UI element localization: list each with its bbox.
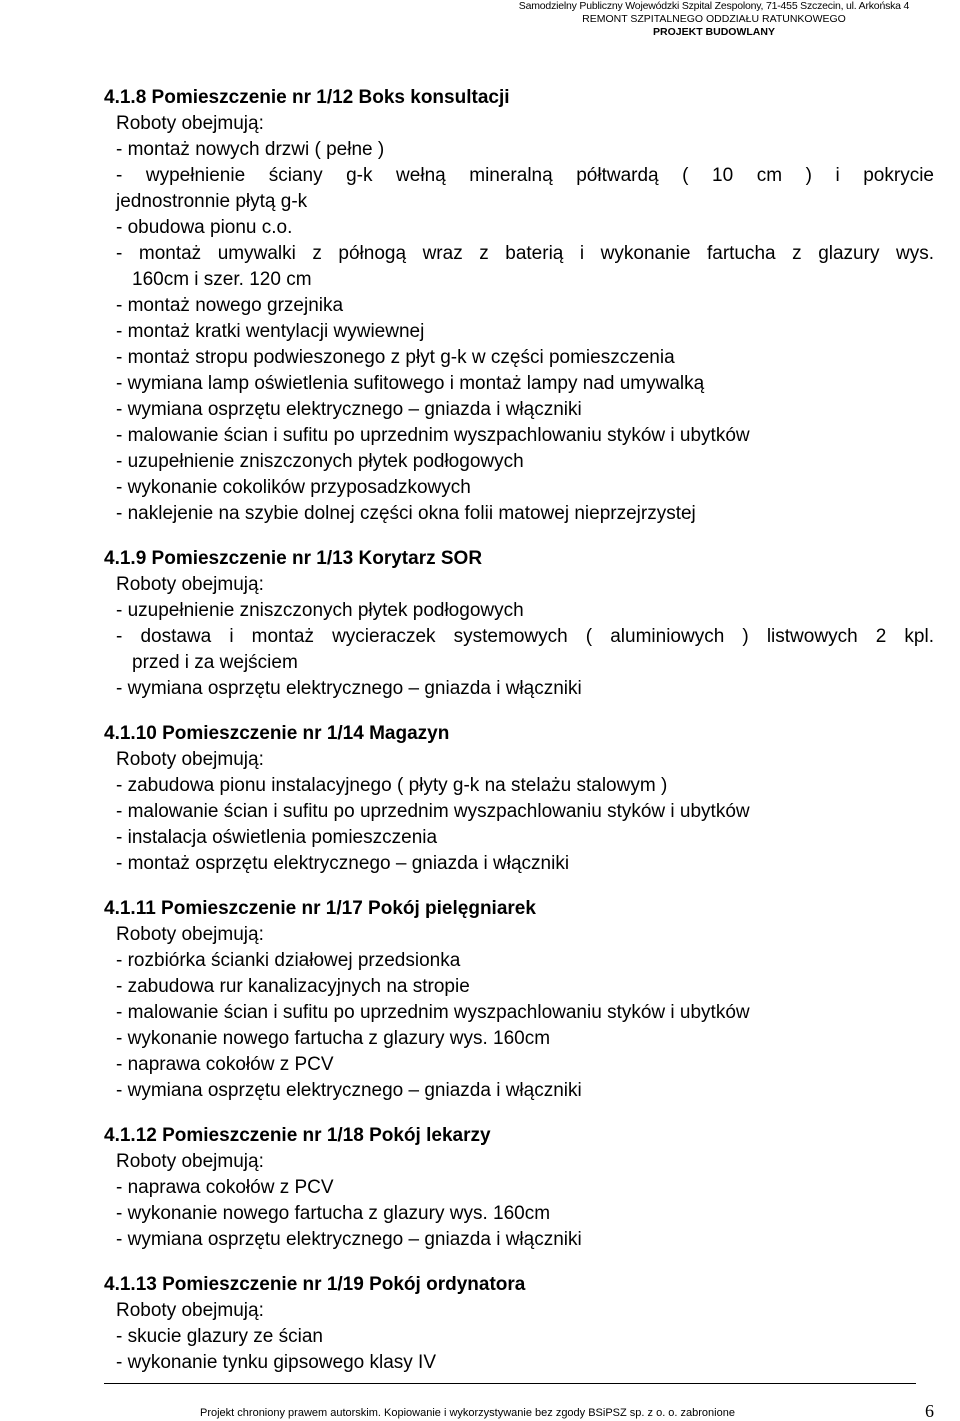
section-intro: Roboty obejmują: [116, 749, 264, 770]
list-item: - dostawa i montaż wycieraczek systemowych ( aluminiowych ) listwowych 2 kpl. [116, 626, 934, 647]
document-body [104, 85, 934, 1395]
page-header [484, 0, 944, 39]
section-intro: Roboty obejmują: [116, 924, 264, 945]
list-item-continuation: jednostronnie płytą g-k [116, 191, 308, 212]
list-item: - montaż stropu podwieszonego z płyt g-k w części pomieszczenia [116, 347, 675, 368]
list-item: - wypełnienie ściany g-k wełną mineralną półtwardą ( 10 cm ) i pokrycie [116, 165, 934, 186]
header-project-type: PROJEKT BUDOWLANY [653, 26, 775, 38]
list-item: - montaż osprzętu elektrycznego – gniazda i włączniki [116, 853, 570, 874]
list-item: - wykonanie nowego fartucha z glazury wys. 160cm [116, 1203, 551, 1224]
section-4-1-11 [104, 896, 934, 1104]
list-item: - malowanie ścian i sufitu po uprzednim wyszpachlowaniu styków i ubytków [116, 425, 750, 446]
section-title: 4.1.11 Pomieszczenie nr 1/17 Pokój pielęgniarek [104, 898, 536, 919]
list-item: - malowanie ścian i sufitu po uprzednim wyszpachlowaniu styków i ubytków [116, 1002, 750, 1023]
list-item: - wymiana osprzętu elektrycznego – gniazda i włączniki [116, 399, 582, 420]
section-title: 4.1.13 Pomieszczenie nr 1/19 Pokój ordynatora [104, 1274, 526, 1295]
list-item: - uzupełnienie zniszczonych płytek podłogowych [116, 600, 524, 621]
list-item: - naprawa cokołów z PCV [116, 1054, 334, 1075]
section-intro: Roboty obejmują: [116, 113, 264, 134]
section-title: 4.1.8 Pomieszczenie nr 1/12 Boks konsultacji [104, 87, 510, 108]
list-item-continuation: przed i za wejściem [132, 652, 298, 673]
list-item: - rozbiórka ścianki działowej przedsionka [116, 950, 461, 971]
section-title: 4.1.10 Pomieszczenie nr 1/14 Magazyn [104, 723, 450, 744]
list-item: - naprawa cokołów z PCV [116, 1177, 334, 1198]
list-item: - instalacja oświetlenia pomieszczenia [116, 827, 438, 848]
section-title: 4.1.9 Pomieszczenie nr 1/13 Korytarz SOR [104, 548, 483, 569]
list-item: - wymiana osprzętu elektrycznego – gniazda i włączniki [116, 678, 582, 699]
header-institution: Samodzielny Publiczny Wojewódzki Szpital Zespolony, 71-455 Szczecin, ul. Arkońska 4 [518, 0, 910, 12]
list-item: - wymiana osprzętu elektrycznego – gniazda i włączniki [116, 1080, 582, 1101]
section-4-1-13 [104, 1272, 934, 1376]
list-item: - wymiana lamp oświetlenia sufitowego i montaż lampy nad umywalką [116, 373, 705, 394]
list-item: - zabudowa pionu instalacyjnego ( płyty g-k na stelażu stalowym ) [116, 775, 668, 796]
copyright-notice: Projekt chroniony prawem autorskim. Kopiowanie i wykorzystywanie bez zgody BSiPSZ sp. z o. o. zabronione [200, 1407, 735, 1419]
list-item: - skucie glazury ze ścian [116, 1326, 323, 1347]
list-item: - uzupełnienie zniszczonych płytek podłogowych [116, 451, 524, 472]
section-4-1-10 [104, 721, 934, 877]
section-intro: Roboty obejmują: [116, 574, 264, 595]
section-4-1-12 [104, 1123, 934, 1253]
list-item: - wykonanie tynku gipsowego klasy IV [116, 1352, 436, 1373]
footer-divider [104, 1383, 916, 1384]
list-item-continuation: 160cm i szer. 120 cm [132, 269, 312, 290]
list-item: - montaż nowego grzejnika [116, 295, 344, 316]
section-4-1-9 [104, 546, 934, 702]
list-item: - montaż nowych drzwi ( pełne ) [116, 139, 385, 160]
section-title: 4.1.12 Pomieszczenie nr 1/18 Pokój lekarzy [104, 1125, 491, 1146]
section-intro: Roboty obejmują: [116, 1300, 264, 1321]
list-item: - naklejenie na szybie dolnej części okna folii matowej nieprzejrzystej [116, 503, 696, 524]
list-item: - montaż umywalki z półnogą wraz z baterią i wykonanie fartucha z glazury wys. [116, 243, 934, 264]
list-item: - wykonanie cokolików przyposadzkowych [116, 477, 471, 498]
list-item: - wykonanie nowego fartucha z glazury wys. 160cm [116, 1028, 551, 1049]
list-item: - montaż kratki wentylacji wywiewnej [116, 321, 425, 342]
list-item: - malowanie ścian i sufitu po uprzednim wyszpachlowaniu styków i ubytków [116, 801, 750, 822]
section-intro: Roboty obejmują: [116, 1151, 264, 1172]
list-item: - obudowa pionu c.o. [116, 217, 293, 238]
header-project-title: REMONT SZPITALNEGO ODDZIAŁU RATUNKOWEGO [582, 13, 846, 25]
section-4-1-8 [104, 85, 934, 527]
page-number: 6 [925, 1401, 934, 1421]
list-item: - wymiana osprzętu elektrycznego – gniazda i włączniki [116, 1229, 582, 1250]
list-item: - zabudowa rur kanalizacyjnych na stropie [116, 976, 470, 997]
